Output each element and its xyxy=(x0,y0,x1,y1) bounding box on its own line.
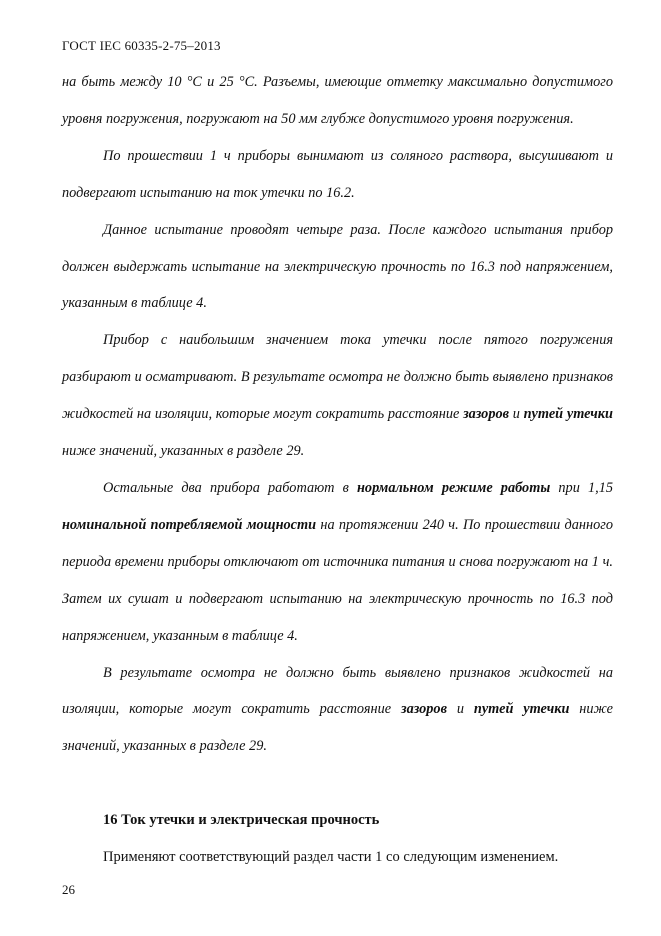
paragraph-text: и xyxy=(446,701,474,718)
paragraph-text: при 1,15 xyxy=(550,479,614,496)
paragraph-text: ниже значений, указанных в разделе 29. xyxy=(62,443,305,460)
term-clearances: зазоров xyxy=(401,701,447,718)
paragraph-2 xyxy=(62,138,613,212)
page-number: 26 xyxy=(62,882,75,897)
body-text xyxy=(62,64,613,765)
term-creepage-distances: путей утечки xyxy=(523,406,613,423)
paragraph-text: на протяжении 240 ч. По прошествии данного периода времени приборы отключают от источника питания и снова погружают на 1 ч. Затем их сушат и подвергают испытанию на электрическую прочность по 16.3 под напряжением, указанным в таблице 4. xyxy=(62,516,613,644)
paragraph-text: В результате осмотра не должно быть выявлено признаков жидкостей на изоляции, которые могут сократить расстояние xyxy=(62,664,613,718)
section-heading: 16 Ток утечки и электрическая прочность xyxy=(103,812,380,828)
term-rated-power-input: номинальной потребляемой мощности xyxy=(62,516,317,533)
paragraph-1 xyxy=(62,64,613,138)
paragraph-text: на быть между 10 °С и 25 °С. Разъемы, имеющие отметку максимально допустимого уровня погружения, погружают на 50 мм глубже допустимого уровня погружения. xyxy=(62,74,613,127)
paragraph-6 xyxy=(62,655,613,766)
term-normal-operation: нормальном режиме работы xyxy=(357,479,551,496)
paragraph-text: и xyxy=(509,406,524,423)
paragraph-text: Данное испытание проводят четыре раза. После каждого испытания прибор должен выдержать испытание на электрическую прочность по 16.3 под напряжением, указанным в таблице 4. xyxy=(62,221,613,312)
paragraph-text: По прошествии 1 ч приборы вынимают из соляного раствора, высушивают и подвергают испытанию на ток утечки по 16.2. xyxy=(62,147,613,201)
paragraph-3 xyxy=(62,212,613,323)
paragraph-text: Остальные два прибора работают в xyxy=(103,479,357,496)
paragraph-text: ниже значений, указанных в разделе 29. xyxy=(62,701,613,755)
paragraph-text: Прибор с наибольшим значением тока утечки после пятого погружения разбирают и осматривают. В результате осмотра не должно быть выявлено признаков жидкостей на изоляции, которые могут сократить расстояние xyxy=(62,332,613,423)
term-creepage-distances: путей утечки xyxy=(473,701,570,718)
paragraph-5 xyxy=(62,470,613,655)
section-paragraph: Применяют соответствующий раздел части 1 со следующим изменением. xyxy=(103,849,559,865)
document-header: ГОСТ IEC 60335-2-75–2013 xyxy=(62,38,221,53)
paragraph-4 xyxy=(62,322,613,470)
term-clearances: зазоров xyxy=(463,406,510,423)
